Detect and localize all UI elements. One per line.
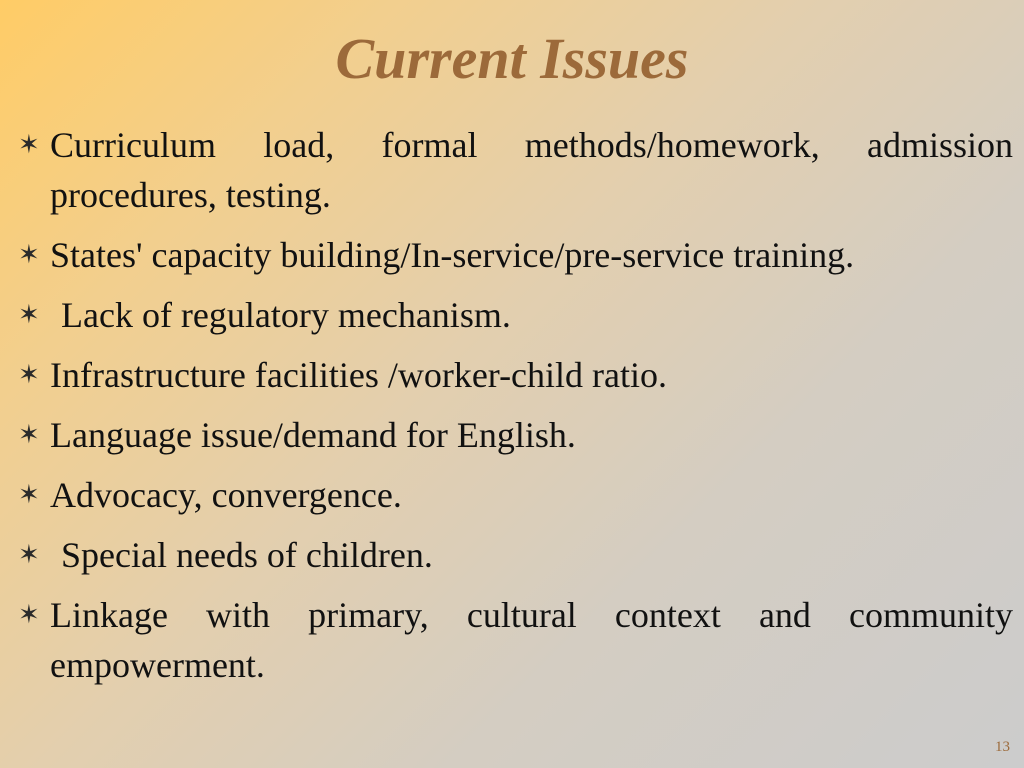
bullet-text: Lack of regulatory mechanism.: [61, 295, 511, 335]
bullet-list: [18, 120, 1013, 700]
bullet-text: Curriculum load, formal methods/homework, admission procedures, testing.: [50, 125, 1013, 215]
list-item: [18, 350, 1013, 400]
slide-title: Current Issues: [335, 26, 689, 91]
star-bullet-icon: ✶: [18, 300, 40, 329]
star-bullet-icon: ✶: [18, 480, 40, 509]
list-item: [18, 230, 1013, 280]
bullet-text: Special needs of children.: [61, 535, 433, 575]
star-bullet-icon: ✶: [18, 600, 40, 629]
list-item: [18, 590, 1013, 690]
list-item: [18, 530, 1013, 580]
page-number: 13: [995, 739, 1010, 755]
list-item: [18, 470, 1013, 520]
list-item: [18, 290, 1013, 340]
star-bullet-icon: ✶: [18, 360, 40, 389]
bullet-text: States' capacity building/In-service/pre-service training.: [50, 235, 855, 275]
list-item: [18, 120, 1013, 220]
bullet-text: Advocacy, convergence.: [50, 475, 402, 515]
bullet-text: Linkage with primary, cultural context and community empowerment.: [50, 595, 1013, 685]
star-bullet-icon: ✶: [18, 130, 40, 159]
star-bullet-icon: ✶: [18, 240, 40, 269]
list-item: [18, 410, 1013, 460]
star-bullet-icon: ✶: [18, 420, 40, 449]
bullet-text: Language issue/demand for English.: [50, 415, 576, 455]
star-bullet-icon: ✶: [18, 540, 40, 569]
bullet-text: Infrastructure facilities /worker-child ratio.: [50, 355, 668, 395]
